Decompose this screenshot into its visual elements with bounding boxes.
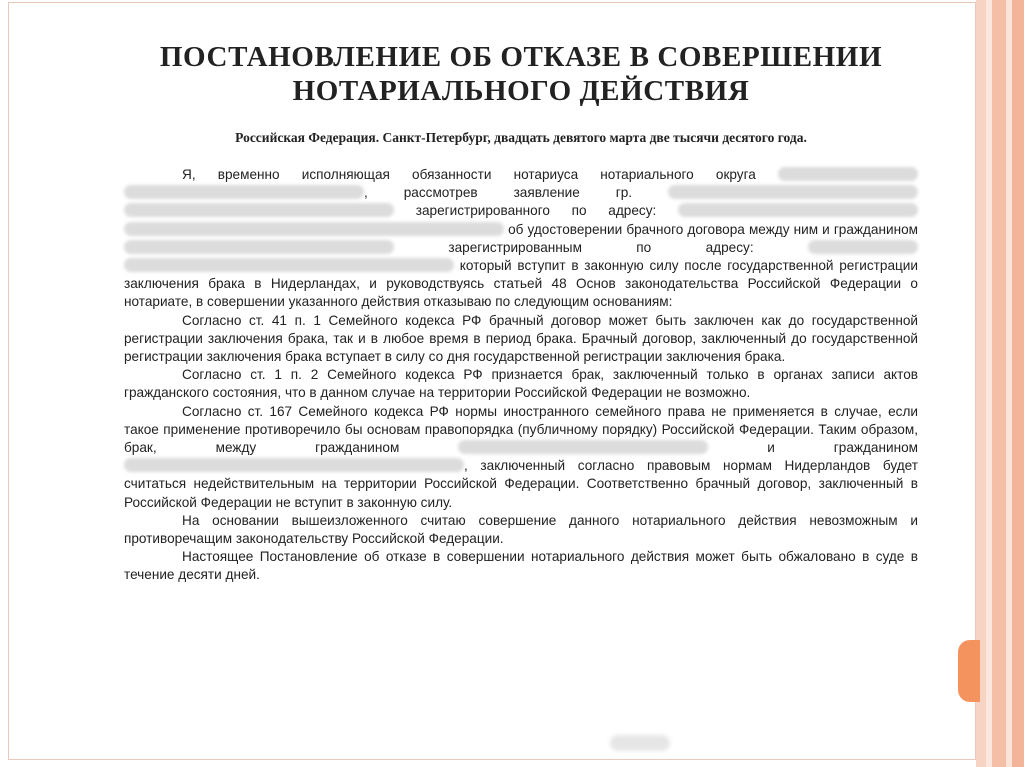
watermark-smudge [610, 735, 670, 751]
paragraph-3: Согласно ст. 1 п. 2 Семейного кодекса РФ признается брак, заключенный только в органах записи актов гражданского состояния, что в данном случае на территории Российской Федерации не возможно. [124, 367, 918, 401]
document-title [124, 40, 918, 108]
paragraph-1 [124, 166, 918, 312]
p4-text-a: Согласно ст. 167 Семейного кодекса РФ нормы иностранного семейного права не применяется в случае, если такое применение противоречило бы основам правопорядка (публичному порядку) Российской Федерации. Таким образом, брак, между гражданином [124, 403, 918, 456]
title-line-2: НОТАРИАЛЬНОГО ДЕЙСТВИЯ [292, 75, 750, 107]
redacted-block [458, 440, 708, 454]
accent-tab [958, 640, 980, 702]
document-body [124, 166, 918, 585]
title-line-1: ПОСТАНОВЛЕНИЕ ОБ ОТКАЗЕ В СОВЕРШЕНИИ [159, 41, 883, 73]
paragraph-6: Настоящее Постановление об отказе в совершении нотариального действия может быть обжаловано в суде в течение десяти дней. [124, 549, 918, 583]
redacted-block [124, 203, 394, 217]
p1-text-b: , рассмотрев заявление гр. [364, 185, 633, 201]
place-date: Российская Федерация. Санкт-Петербург, двадцать девятого марта две тысячи десятого года. [235, 130, 807, 145]
p1-text-a: Я, временно исполняющая обязанности нотариуса нотариального округа [182, 167, 756, 182]
redacted-block [124, 222, 504, 236]
redacted-block [678, 203, 918, 217]
p1-text-e: зарегистрированным по адресу: [448, 239, 754, 255]
decorative-stripes [976, 0, 1024, 767]
p4-text-b: и гражданином [767, 440, 918, 456]
paragraph-2: Согласно ст. 41 п. 1 Семейного кодекса РФ брачный договор может быть заключен как до государственной регистрации заключения брака, так и в любое время в период брака. Брачный договор, заключенный до государственной регистрации заключения брака вступает в силу со дня государственной регистрации заключения брака. [124, 312, 918, 365]
paragraph-5: На основании вышеизложенного считаю совершение данного нотариального действия невозможным и противоречащим законодательству Российской Федерации. [124, 512, 918, 547]
p1-text-d: об удостоверении брачного договора между ним и гражданином [508, 221, 918, 237]
p1-text-c: зарегистрированного по адресу: [415, 203, 657, 219]
paragraph-4 [124, 403, 918, 512]
redacted-block [778, 167, 918, 181]
redacted-block [668, 185, 918, 199]
p1-text-f: который вступит в законную силу после государственной регистрации заключения брака в Нидерландах, и руководствуясь статьей 48 Основ законодательства Российской Федерации о нотариате, в совершении указанного действия отказываю по следующим основаниям: [124, 258, 918, 310]
document [124, 40, 918, 585]
p4-text-c: , заключенный согласно правовым нормам Нидерландов будет считаться недействительным на территории Российской Федерации. Соответственно брачный договор, заключенный в Российской Федерации не вступит в законную силу. [124, 458, 918, 510]
redacted-block [124, 185, 364, 199]
redacted-block [808, 240, 918, 254]
redacted-block [124, 258, 454, 272]
redacted-block [124, 458, 464, 472]
redacted-block [124, 240, 394, 254]
